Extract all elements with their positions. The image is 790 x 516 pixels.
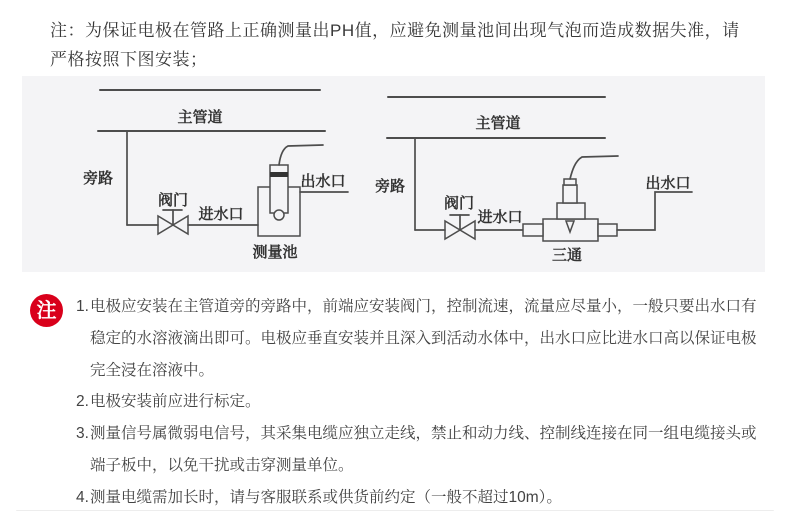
valve-label: 阀门	[157, 192, 189, 209]
valve-label: 阀门	[443, 195, 475, 212]
diagram-measurement-pool	[83, 90, 348, 261]
inlet-label: 进水口	[198, 206, 244, 223]
list-item	[76, 386, 768, 418]
diagram-tee-fitting	[375, 97, 692, 264]
electrode-cable	[570, 156, 618, 179]
tee-caption: 三通	[551, 247, 583, 264]
note-badge: 注	[30, 294, 63, 327]
list-item-text: 电极安装前应进行标定。	[90, 393, 261, 411]
main-pipe-label: 主管道	[475, 115, 521, 132]
list-item	[76, 482, 768, 514]
outlet-label: 出水口	[300, 173, 346, 190]
inlet-label: 进水口	[477, 209, 523, 226]
list-item-text: 电极应安装在主管道旁的旁路中，前端应安装阀门，控制流速，流量应尽量小，一般只要出水口有稳定的水溶液滴出即可。电极应垂直安装并且深入到活动水体中，出水口应比进水口高以保证电极完全浸在溶液中。	[90, 298, 757, 379]
installation-diagrams	[22, 76, 765, 272]
card-bottom-border	[16, 510, 774, 511]
main-pipe-label: 主管道	[177, 109, 223, 126]
bypass-label: 旁路	[82, 170, 114, 187]
outlet-pipe	[617, 192, 692, 230]
valve-symbol	[445, 215, 475, 239]
list-item-number: 3.	[76, 425, 89, 443]
electrode-cable	[279, 145, 323, 165]
list-item-text: 测量电缆需加长时，请与客服联系或供货前约定（一般不超过10m）。	[90, 488, 562, 506]
list-item-number: 2.	[76, 393, 89, 411]
list-item-number: 1.	[76, 298, 89, 315]
list-item	[76, 291, 768, 386]
list-item-text: 测量信号属微弱电信号，其采集电缆应独立走线，禁止和动力线、控制线连接在同一组电缆接头或端子板中，以免干扰或击穿测量单位。	[90, 425, 757, 474]
tee-fitting-symbol	[523, 156, 618, 241]
list-item-number: 4.	[76, 488, 89, 506]
measurement-pool-caption: 测量池	[252, 244, 298, 261]
bypass-label: 旁路	[374, 178, 406, 195]
outlet-label: 出水口	[645, 175, 691, 192]
top-note-text: 注：为保证电极在管路上正确测量出PH值，应避免测量池间出现气泡而造成数据失准，请严格按照下图安装；	[50, 21, 740, 69]
installation-diagram-panel	[22, 76, 765, 272]
valve-symbol	[158, 210, 188, 234]
list-item	[76, 418, 768, 482]
installation-notes-list	[76, 291, 768, 514]
